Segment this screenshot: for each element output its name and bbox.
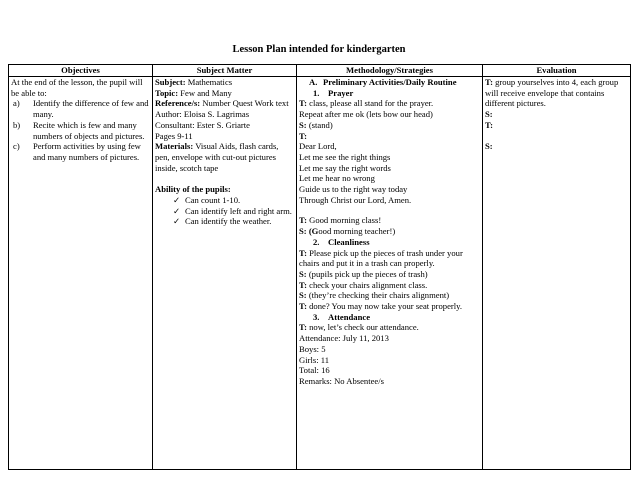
prayer-text: Let me hear no wrong [299,173,375,184]
header-evaluation: Evaluation [483,65,631,77]
prayer-text: Let me see the right things [299,151,391,162]
evaluation-line: T: group yourselves into 4, each group will receive envelope that contains different pictures. [485,77,619,109]
objectives-list [11,98,150,162]
subject-line: Subject: Mathematics [155,77,233,87]
pages-line: Pages 9-11 [155,130,193,141]
evaluation-line: S: [485,109,493,120]
prayer-line: S: (stand) [299,119,333,130]
consultant-line: Consultant: Ester S. Griarte [155,119,250,130]
cleanliness-line: T: done? You may now take your seat properly. [299,301,463,312]
objectives-cell [9,77,153,470]
prayer-line: T: class, please all stand for the prayer. [299,98,434,109]
attendance-line: T: now, let’s check our attendance. [299,322,419,333]
evaluation-line: T: [485,119,493,130]
greeting-line: T: Good morning class! [299,215,382,226]
check-icon: ✓ [173,216,181,227]
prayer-text: Let me say the right words [299,162,391,173]
cleanliness-line: T: check your chairs alignment class. [299,279,428,290]
materials-line: Materials: Visual Aids, flash cards, pen, envelope with cut-out pictures inside, scotch tape [155,141,279,173]
ability-item: ✓ Can count 1-10. [173,195,241,206]
objective-item: b) Recite which is few and many numbers of objects and pictures. [13,119,145,141]
page-title: Lesson Plan intended for kindergarten [232,44,406,55]
lesson-plan-table [8,64,631,470]
subject-matter-cell [153,77,297,470]
topic-line: Topic: Few and Many [155,87,232,98]
objectives-intro: At the end of the lesson, the pupil will be able to: [11,77,143,98]
attendance-heading: 3. Attendance [313,311,371,322]
methodology-cell [297,77,483,470]
ability-item: ✓ Can identify the weather. [173,216,272,227]
prayer-heading: 1. Prayer [313,87,354,98]
attendance-boys: Boys: 5 [299,343,326,354]
prayer-text: Through Christ our Lord, Amen. [299,194,412,205]
prayer-line: T: [299,130,307,141]
attendance-remarks: Remarks: No Absentee/s [299,375,384,386]
attendance-total: Total: 16 [299,365,330,376]
greeting-line: S: (Good morning teacher!) [299,226,396,237]
evaluation-line: S: [485,140,493,151]
ability-heading: Ability of the pupils: [155,184,231,195]
check-icon: ✓ [173,205,181,216]
prayer-text: Dear Lord, [299,141,337,152]
header-subject-matter: Subject Matter [153,65,297,77]
cleanliness-heading: 2. Cleanliness [313,236,370,247]
header-methodology: Methodology/Strategies [297,65,483,77]
objective-item: c) Perform activities by using few and many numbers of pictures. [13,141,141,162]
cleanliness-line: S: (pupils pick up the pieces of trash) [299,268,428,279]
author-line: Author: Eloisa S. Lagrimas [155,109,250,120]
cleanliness-line: T: Please pick up the pieces of trash under your chairs and put it in a trash can properly. [299,247,463,269]
ability-item: ✓ Can identify left and right arm. [173,205,292,216]
check-icon: ✓ [173,195,181,206]
attendance-date: Attendance: July 11, 2013 [299,333,389,344]
evaluation-cell [483,77,631,470]
prayer-text: Guide us to the right way today [299,184,408,195]
reference-line: Reference/s: Number Quest Work text [155,98,289,109]
preliminary-heading: A. Preliminary Activities/Daily Routine [309,77,457,87]
header-row [9,65,631,77]
objective-item: a) Identify the difference of few and many. [13,98,149,120]
attendance-girls: Girls: 11 [299,354,329,365]
header-objectives: Objectives [9,65,153,77]
prayer-line: Repeat after me ok (lets bow our head) [299,109,433,120]
content-row [9,77,631,470]
cleanliness-line: S: (they’re checking their chairs alignment) [299,290,450,301]
